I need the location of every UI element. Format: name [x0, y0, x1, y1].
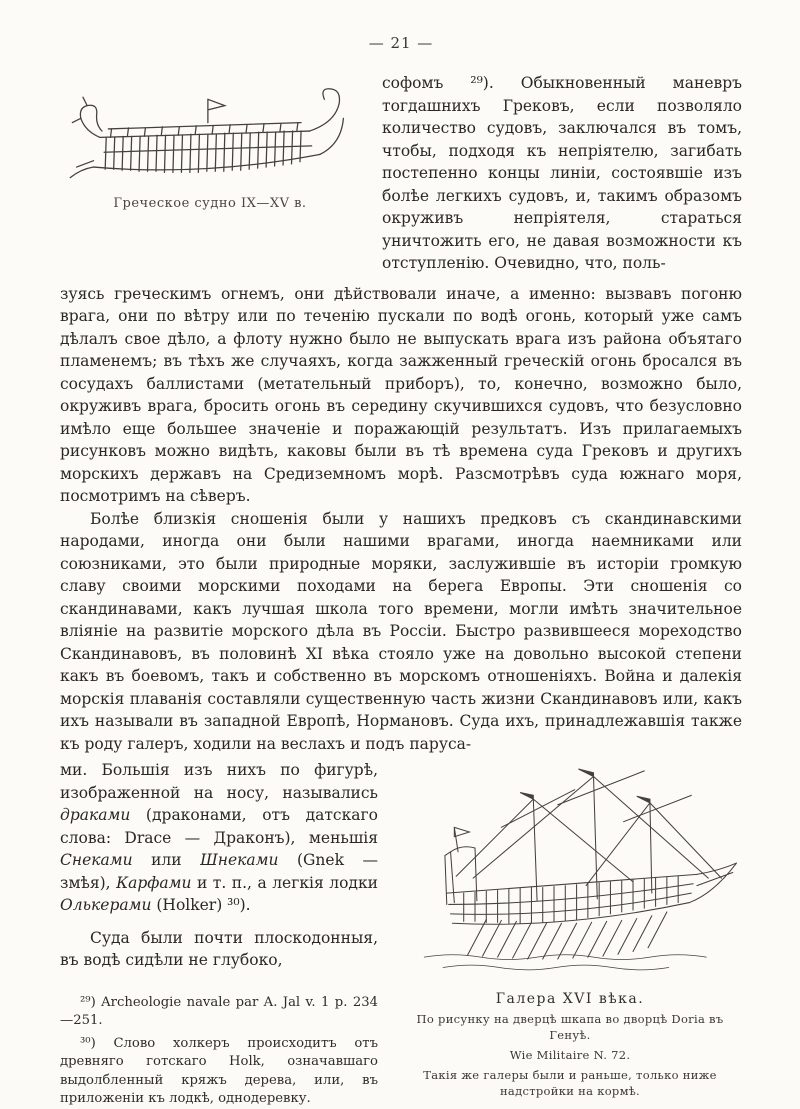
text-run: (Gnek — змѣя),: [60, 851, 378, 892]
footnote-29: ²⁹) Archeologie navale par A. Jal v. 1 p. 234—251.: [60, 994, 378, 1028]
greek-ship-caption: Греческое судно IX—XV в.: [113, 196, 307, 211]
term-drakami: драками: [60, 806, 131, 824]
greek-ship-figure: [60, 72, 360, 211]
left-column: [60, 759, 378, 1109]
galley-illustration: [396, 761, 744, 983]
galley-caption-source: По рисунку на дверцѣ шкапа во дворцѣ Doria въ Генуѣ.: [416, 1012, 724, 1042]
term-snekami: Снеками: [60, 851, 133, 869]
galley-caption: [396, 991, 744, 1099]
text-run: (Holker) ³⁰).: [151, 896, 251, 914]
galley-caption-ref: Wie Militaire N. 72.: [509, 1048, 631, 1062]
text-run: ми. Большія изъ нихъ по фигурѣ, изображенной на носу, назывались: [60, 761, 378, 802]
paragraph-maneuver: софомъ ²⁹). Обыкновенный маневръ тогдашнихъ Грековъ, если позволяло количество судовъ, заключался въ томъ, чтобы, подходя къ непріятелю, загибать постепенно концы линіи, состоявшіе изъ болѣе легкихъ судовъ, и, такимъ образомъ окруживъ непріятеля, стараться уничтожить его, не давая возможности къ отступленію. Очевидно, что, поль-: [382, 74, 742, 272]
bottom-section: [60, 759, 742, 1109]
galley-figure: [396, 759, 744, 1099]
paragraph-scandinavians: Болѣе близкія сношенія были у нашихъ предковъ съ скандинавскими народами, иногда они были нашими врагами, иногда наемниками или союзниками, это были природные моряки, заслужившіе въ исторіи громкую славу своими морскими походами на берега Европы. Эти сношенія со скандинавами, какъ лучшая школа того времени, могли имѣть значительное вліяніе на развитіе морского дѣла въ Россіи. Быстро развившееся мореходство Скандинавовъ, въ половинѣ XI вѣка стояло уже на довольно высокой степени какъ въ боевомъ, такъ и собственно въ морскомъ отношеніяхъ. Война и далекія морскія плаванія составляли существенную часть жизни Скандинавовъ или, какъ ихъ называли въ западной Европѣ, Нормановъ. Суда ихъ, принадлежавшія также къ роду галеръ, ходили на веслахъ и подъ паруса-: [60, 509, 742, 753]
term-olkerami: Олькерами: [60, 896, 152, 914]
footnote-30: ³⁰) Слово холкеръ происходитъ отъ древняго готскаго Holk, означавшаго выдолбленный кряжъ дерева, или, въ приложеніи къ лодкѣ, однодеревку.: [60, 1035, 378, 1106]
galley-caption-note: Такія же галеры были и раньше, только ниже надстройки на кормѣ.: [423, 1068, 717, 1098]
term-shnekami: Шнеками: [200, 851, 279, 869]
text-run: и т. п., а легкія лодки: [191, 873, 378, 892]
greek-ship-illustration: [68, 76, 352, 184]
paragraph-ship-names: [60, 759, 378, 917]
top-section: [60, 72, 742, 275]
text-run: (драконами, отъ датскаго слова: Drace — Драконъ), меньшія: [60, 806, 378, 847]
paragraph-flat-bottom: Суда были почти плоскодонныя, въ водѣ сидѣли не глубоко,: [60, 928, 378, 969]
paragraph-greek-fire: зуясь греческимъ огнемъ, они дѣйствовали иначе, а именно: вызвавъ погоню врага, они по вѣтру или по теченію пускали по водѣ огонь, который уже самъ дѣлалъ свое дѣло, а флоту нужно было не выпускать врага изъ района объятаго пламенемъ; въ тѣхъ же случаяхъ, когда зажженный греческій огонь бросался въ сосудахъ баллистами (метательный приборъ), то, конечно, возможно было, окруживъ врага, бросить огонь въ середину скучившихся судовъ, что безусловно имѣло еще большее значеніе и поражающій результатъ. Изъ прилагаемыхъ рисунковъ можно видѣть, каковы были въ тѣ времена суда Грековъ и другихъ морскихъ державъ на Средиземномъ морѣ. Разсмотрѣвъ суда южнаго моря, посмотримъ на сѣверъ.: [60, 284, 742, 505]
footnotes: [60, 994, 378, 1109]
page-number: — 21 —: [368, 34, 434, 52]
term-karfami: Карфами: [116, 873, 192, 892]
text-run: или: [132, 851, 201, 869]
galley-caption-title: Галера XVI вѣка.: [495, 991, 645, 1007]
